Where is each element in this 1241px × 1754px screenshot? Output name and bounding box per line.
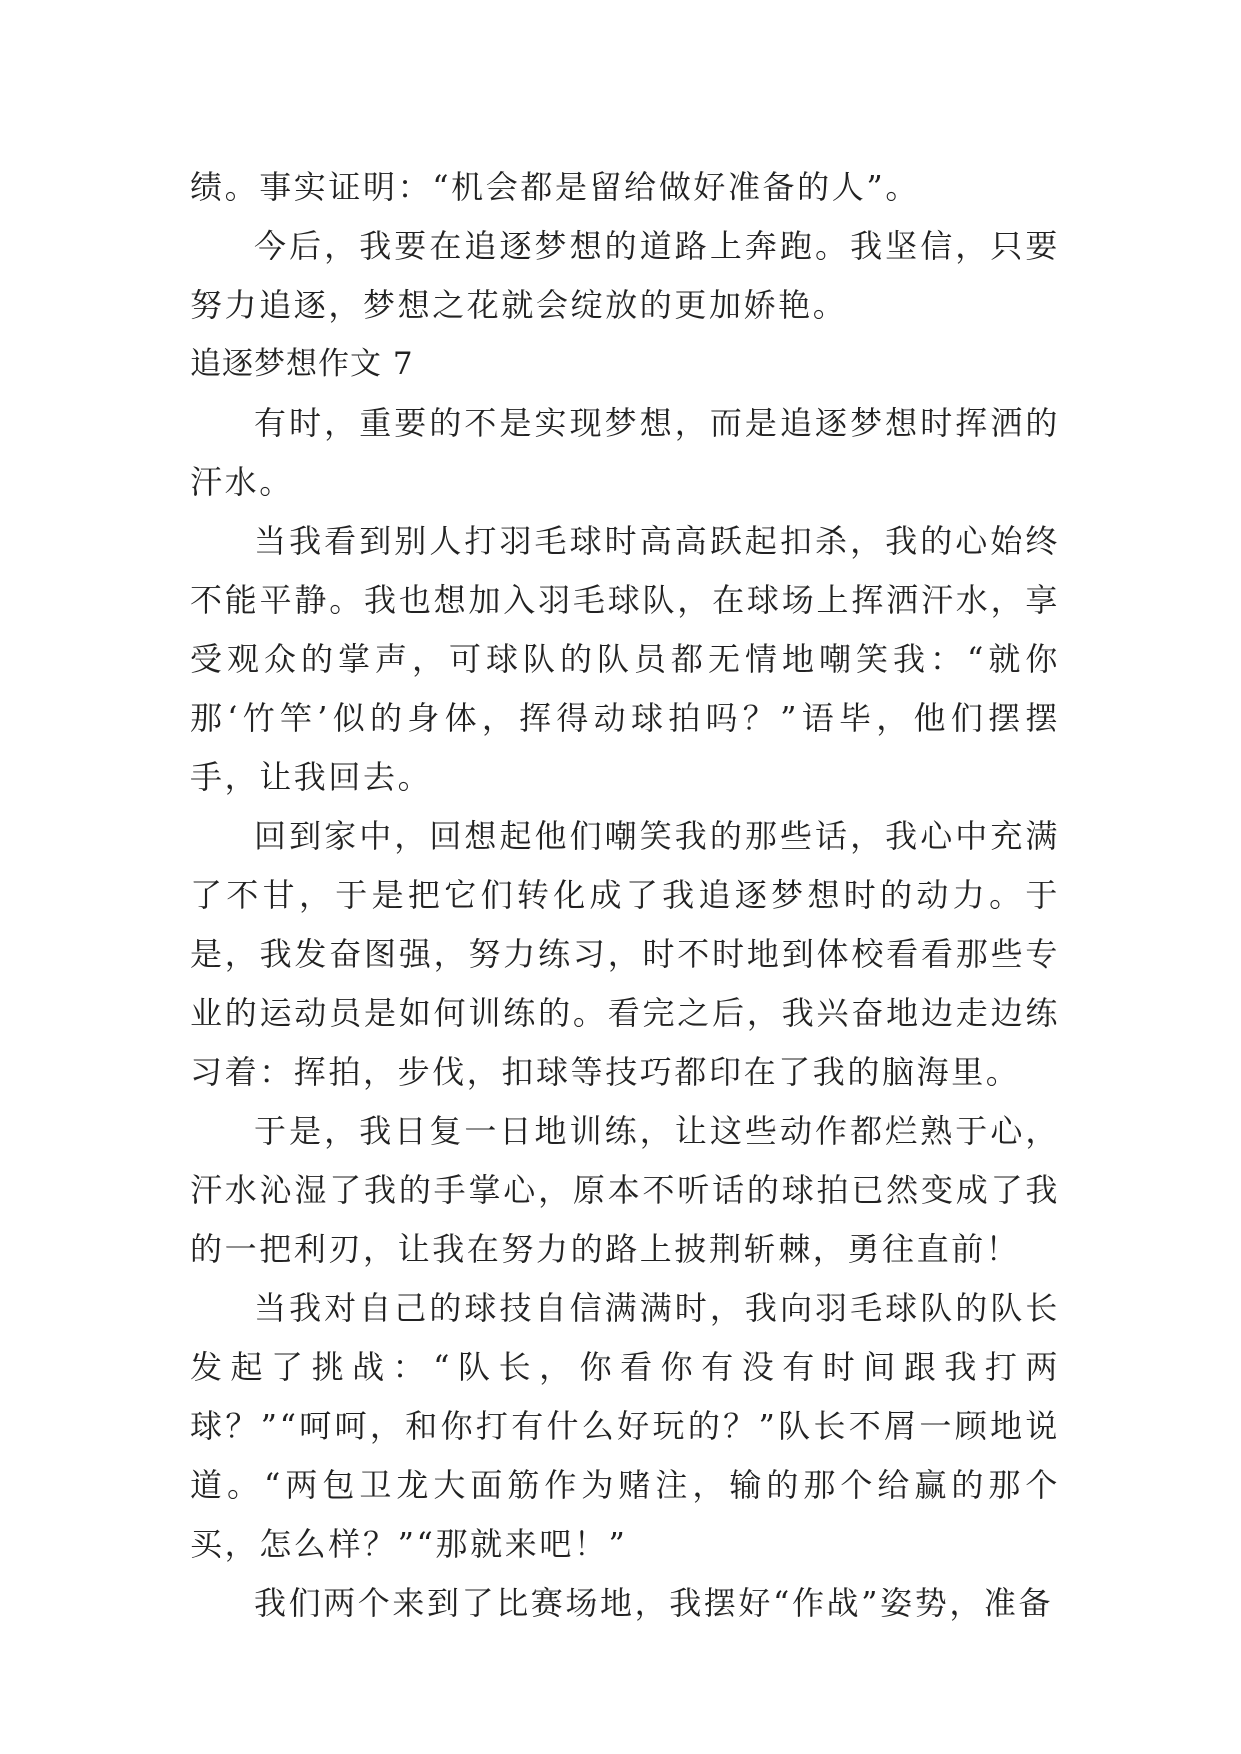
paragraph-continued: 绩。事实证明：“机会都是留给做好准备的人”。 <box>190 168 920 206</box>
paragraph-badminton: 当我看到别人打羽毛球时高高跃起扣杀，我的心始终不能平静。我也想加入羽毛球队，在球场上挥洒汗水，享受观众的掌声，可球队的队员都无情地嘲笑我：“就你那‘竹竿’似的身体，挥得动球拍吗？”语毕，他们摆摆手，让我回去。 <box>190 522 1060 796</box>
paragraph-match: 我们两个来到了比赛场地，我摆好“作战”姿势，准备 <box>254 1584 1054 1622</box>
paragraph-conclusion: 今后，我要在追逐梦想的道路上奔跑。我坚信，只要努力追逐，梦想之花就会绽放的更加娇艳。 <box>190 227 1060 324</box>
paragraph-training: 于是，我日复一日地训练，让这些动作都烂熟于心，汗水沁湿了我的手掌心，原本不听话的球拍已然变成了我的一把利刃，让我在努力的路上披荆斩棘，勇往直前！ <box>190 1112 1060 1268</box>
paragraph-challenge: 当我对自己的球技自信满满时，我向羽毛球队的队长发起了挑战：“队长，你看你有没有时间跟我打两球？”“呵呵，和你打有什么好玩的？”队长不屑一顾地说道。“两包卫龙大面筋作为赌注，输的那个给赢的那个买，怎么样？”“那就来吧！” <box>190 1289 1060 1563</box>
paragraph-home: 回到家中，回想起他们嘲笑我的那些话，我心中充满了不甘，于是把它们转化成了我追逐梦想时的动力。于是，我发奋图强，努力练习，时不时地到体校看看那些专业的运动员是如何训练的。看完之后，我兴奋地边走边练习着：挥拍，步伐，扣球等技巧都印在了我的脑海里。 <box>190 817 1060 1091</box>
paragraph-intro: 有时，重要的不是实现梦想，而是追逐梦想时挥洒的汗水。 <box>190 404 1060 501</box>
essay-heading: 追逐梦想作文 7 <box>190 346 414 382</box>
document-body <box>190 158 1060 1633</box>
